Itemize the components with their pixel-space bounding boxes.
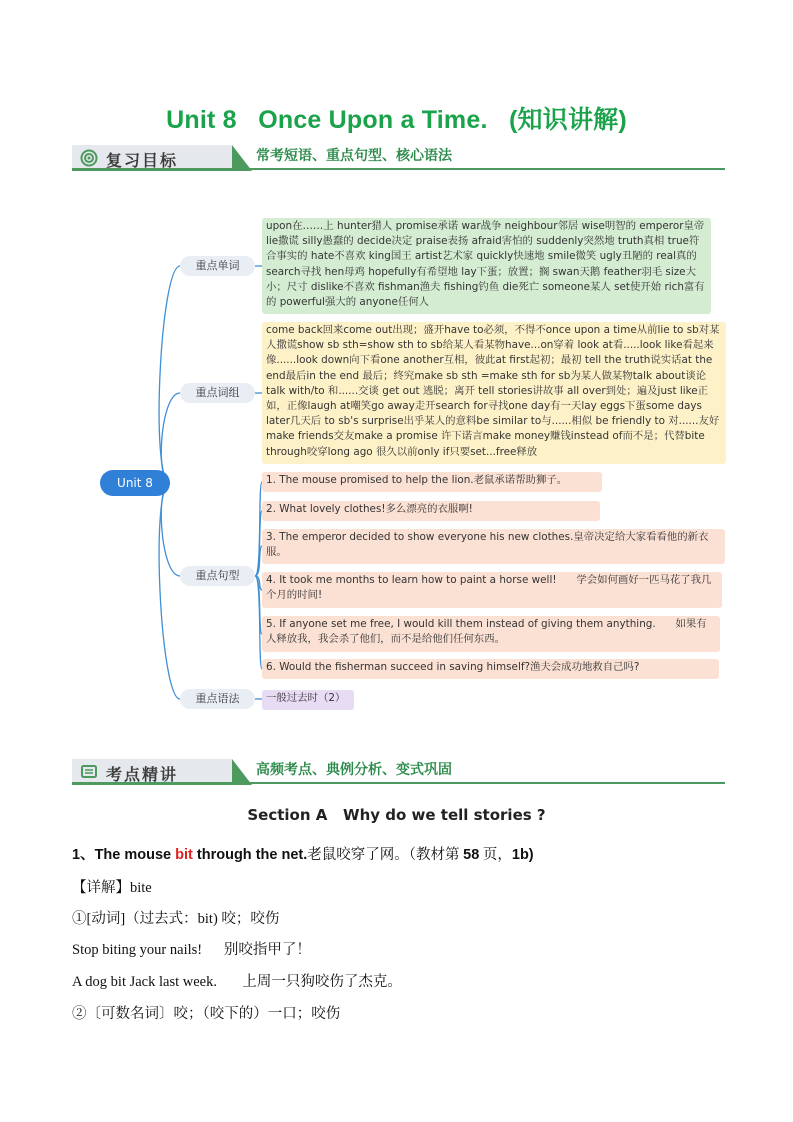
section-title: Section A Why do we tell stories ? [247,806,546,824]
phrases-box: come back回来come out出现；盛开have to必须，不得不once upon a time从前lie to sb对某人撒谎show sb sth=show sth to sb给某人看某物have...on穿着 look at看.....look like看起来像......look down向下看one another互相，彼此at first起初；最初 tell the truth说实话at the end最后in the end 最后；终究make sb sth =make sth for sb为某人做某物talk about谈论talk with/to 和......交谈 get out 逃脱；离开 tell stories讲故事 all over到处；遍及just like正如，正像laugh at嘲笑go away走开search for寻找one day有一天lay eggs下蛋some days later几天后 to sb's surprise出乎某人的意料be similar to与......相似 be friendly to 对......友好make friends交友make a promise 许下诺言make money赚钱instead of而不是；代替bite through咬穿long ago 很久以前only if只要set...free释放 [262,322,726,464]
sense-1: ①[动词]（过去式：bit) 咬；咬伤 [72,911,280,927]
sense-2: ②〔可数名词〕咬；（咬下的）一口；咬伤 [72,1006,341,1022]
key-points-banner [72,759,725,785]
item-1-heading [72,843,534,864]
banner-label: 复习目标 [106,151,179,170]
page-title: Unit 8 Once Upon a Time. (知识讲解) [166,106,627,134]
sentence-4: 4. It took me months to learn how to paint a horse well! 学会如何画好一匹马花了我几个月的时间! [262,572,722,608]
item-number: 1、 [72,847,95,863]
mindmap-root: Unit 8 [100,470,170,496]
words-box: upon在……上 hunter猎人 promise承诺 war战争 neighbour邻居 wise明智的 emperor皇帝 lie撒谎 silly愚蠢的 decide决定 praise表扬 afraid害怕的 suddenly突然地 truth真相 true符合事实的 hate不喜欢 king国王 artist艺术家 quickly快速地 smile微笑 ugly丑陋的 real真的 search寻找 hen母鸡 hopefully有希望地 lay下蛋；放置；搁 swan天鹅 feather羽毛 size大小；尺寸 dislike不喜欢 fishman渔夫 fishing钓鱼 die死亡 someone某人 set使开始 rich富有的 powerful强大的 anyone任何人 [262,218,711,314]
sentence-2: 2. What lovely clothes!多么漂亮的衣服啊! [262,501,600,521]
example-2: A dog bit Jack last week. 上周一只狗咬伤了杰克。 [72,974,402,990]
detail-line [72,876,152,897]
page-number: 58 [463,847,480,863]
exercise-ref: 1b) [511,847,534,863]
banner-label: 考点精讲 [106,765,179,784]
sentence-1: 1. The mouse promised to help the lion.老鼠承诺帮助狮子。 [262,472,602,492]
sentence-post: through the net. [192,847,308,863]
detail-word: bite [130,880,152,896]
screen-icon [80,763,98,781]
sentence-6: 6. Would the fisherman succeed in saving himself?渔夫会成功地救自己吗? [262,659,719,679]
sentence-5: 5. If anyone set me free, I would kill them instead of giving them anything. 如果有人释放我，我会杀了他们，而不是给他们任何东西。 [262,616,720,652]
sentence-pre: The mouse [94,847,176,863]
keyword-bit: bit [175,847,193,863]
detail-label: 【详解】 [72,880,130,896]
chinese-translation: 老鼠咬穿了网。（教材第 [307,847,464,863]
banner-subtitle: 高频考点、典例分析、变式巩固 [256,762,452,778]
sentence-3: 3. The emperor decided to show everyone his new clothes.皇帝决定给大家看看他的新衣服。 [262,529,725,564]
chinese-page: 页， [479,847,512,863]
grammar-box: 一般过去时（2） [262,690,354,710]
node-key-words: 重点单词 [180,256,255,276]
node-key-phrases: 重点词组 [180,383,255,403]
node-key-grammar: 重点语法 [180,689,255,709]
banner-subtitle: 常考短语、重点句型、核心语法 [256,148,452,164]
node-key-sentences: 重点句型 [180,566,255,586]
example-1: Stop biting your nails! 别咬指甲了！ [72,942,311,958]
